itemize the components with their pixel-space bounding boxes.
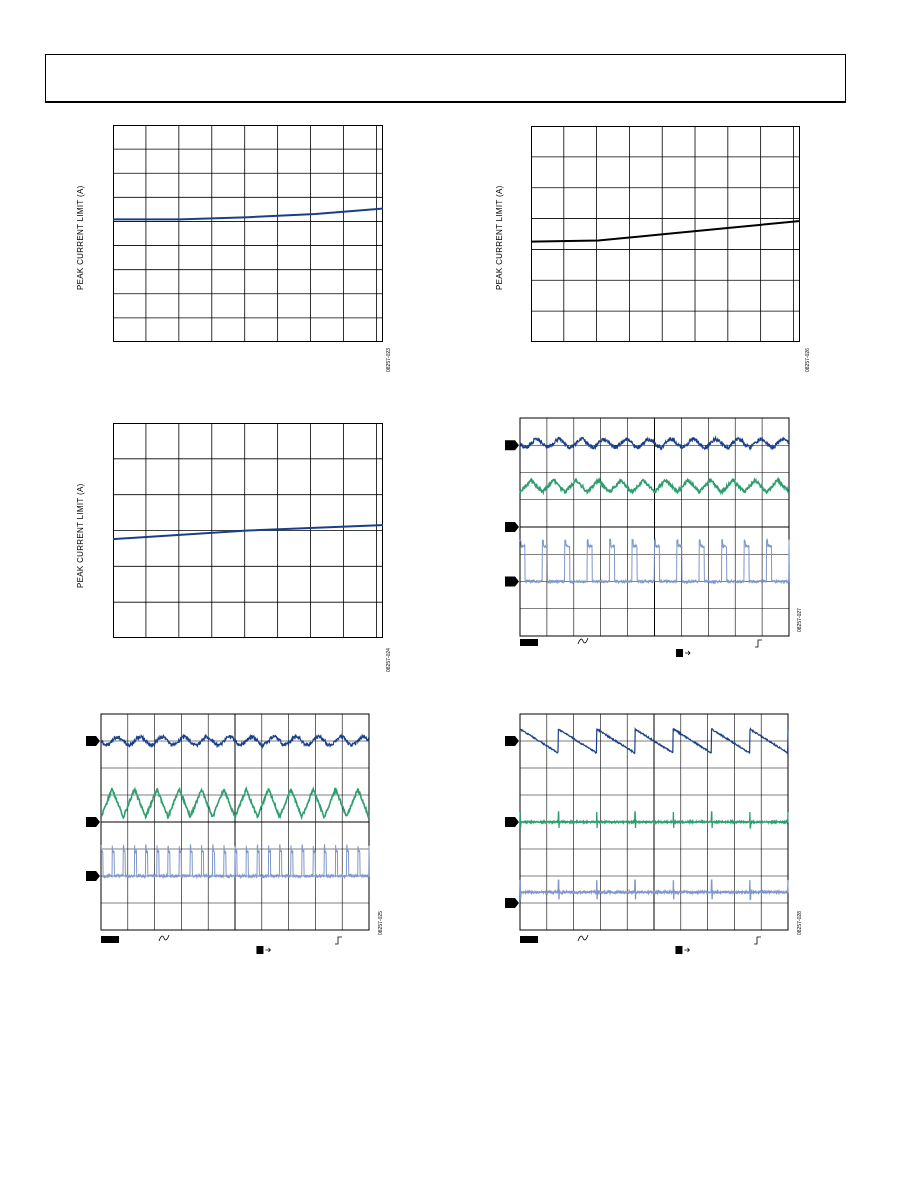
channel-3-trace bbox=[520, 539, 789, 583]
scope-capture-3 bbox=[505, 714, 805, 959]
scope-capture-2 bbox=[86, 714, 386, 959]
series-line bbox=[113, 525, 383, 539]
chart-peak-current-limit-2 bbox=[531, 126, 800, 342]
channel-marker-icon bbox=[505, 736, 519, 746]
chart-peak-current-limit-3 bbox=[113, 423, 383, 638]
scope-capture-1 bbox=[505, 415, 805, 670]
scope-svg bbox=[505, 415, 805, 670]
ac-coupling-icon bbox=[578, 935, 588, 941]
plot-area bbox=[113, 423, 383, 638]
y-axis-label-1: PEAK CURRENT LIMIT (A) bbox=[76, 185, 85, 290]
channel-label-box bbox=[520, 639, 538, 646]
edge-trigger-icon bbox=[755, 640, 762, 647]
ac-coupling-icon bbox=[578, 638, 588, 644]
channel-label-box bbox=[101, 936, 119, 943]
channel-marker-icon bbox=[505, 898, 519, 908]
arrow-icon bbox=[265, 948, 270, 952]
channel-marker-icon bbox=[86, 817, 100, 827]
trigger-marker-icon bbox=[676, 649, 683, 657]
channel-marker-icon bbox=[505, 522, 519, 532]
series-line bbox=[113, 209, 383, 220]
series-line bbox=[531, 221, 800, 242]
figure-id-5: 08257-025 bbox=[378, 911, 384, 935]
channel-marker-icon bbox=[505, 817, 519, 827]
y-axis-label-2: PEAK CURRENT LIMIT (A) bbox=[495, 185, 504, 290]
figure-id-2: 08257-026 bbox=[805, 348, 811, 372]
plot-area bbox=[113, 125, 383, 342]
figure-id-4: 08257-027 bbox=[797, 608, 803, 632]
plot-frame bbox=[114, 126, 383, 342]
plot-area bbox=[531, 126, 800, 342]
channel-marker-icon bbox=[505, 440, 519, 450]
chart-peak-current-limit-1 bbox=[113, 125, 383, 342]
arrow-icon bbox=[684, 948, 689, 952]
ac-coupling-icon bbox=[159, 935, 169, 941]
scope-svg bbox=[505, 714, 805, 959]
trigger-marker-icon bbox=[675, 946, 682, 954]
edge-trigger-icon bbox=[335, 937, 342, 944]
y-axis-label-3: PEAK CURRENT LIMIT (A) bbox=[76, 483, 85, 588]
figure-id-1: 08257-023 bbox=[386, 348, 392, 372]
channel-marker-icon bbox=[505, 577, 519, 587]
figure-id-3: 08257-024 bbox=[386, 648, 392, 672]
edge-trigger-icon bbox=[754, 937, 761, 944]
page-header-box bbox=[45, 54, 846, 103]
trigger-marker-icon bbox=[256, 946, 263, 954]
arrow-icon bbox=[685, 651, 690, 655]
figure-id-6: 08257-028 bbox=[797, 911, 803, 935]
channel-marker-icon bbox=[86, 736, 100, 746]
channel-label-box bbox=[520, 936, 538, 943]
channel-marker-icon bbox=[86, 871, 100, 881]
scope-svg bbox=[86, 714, 386, 959]
